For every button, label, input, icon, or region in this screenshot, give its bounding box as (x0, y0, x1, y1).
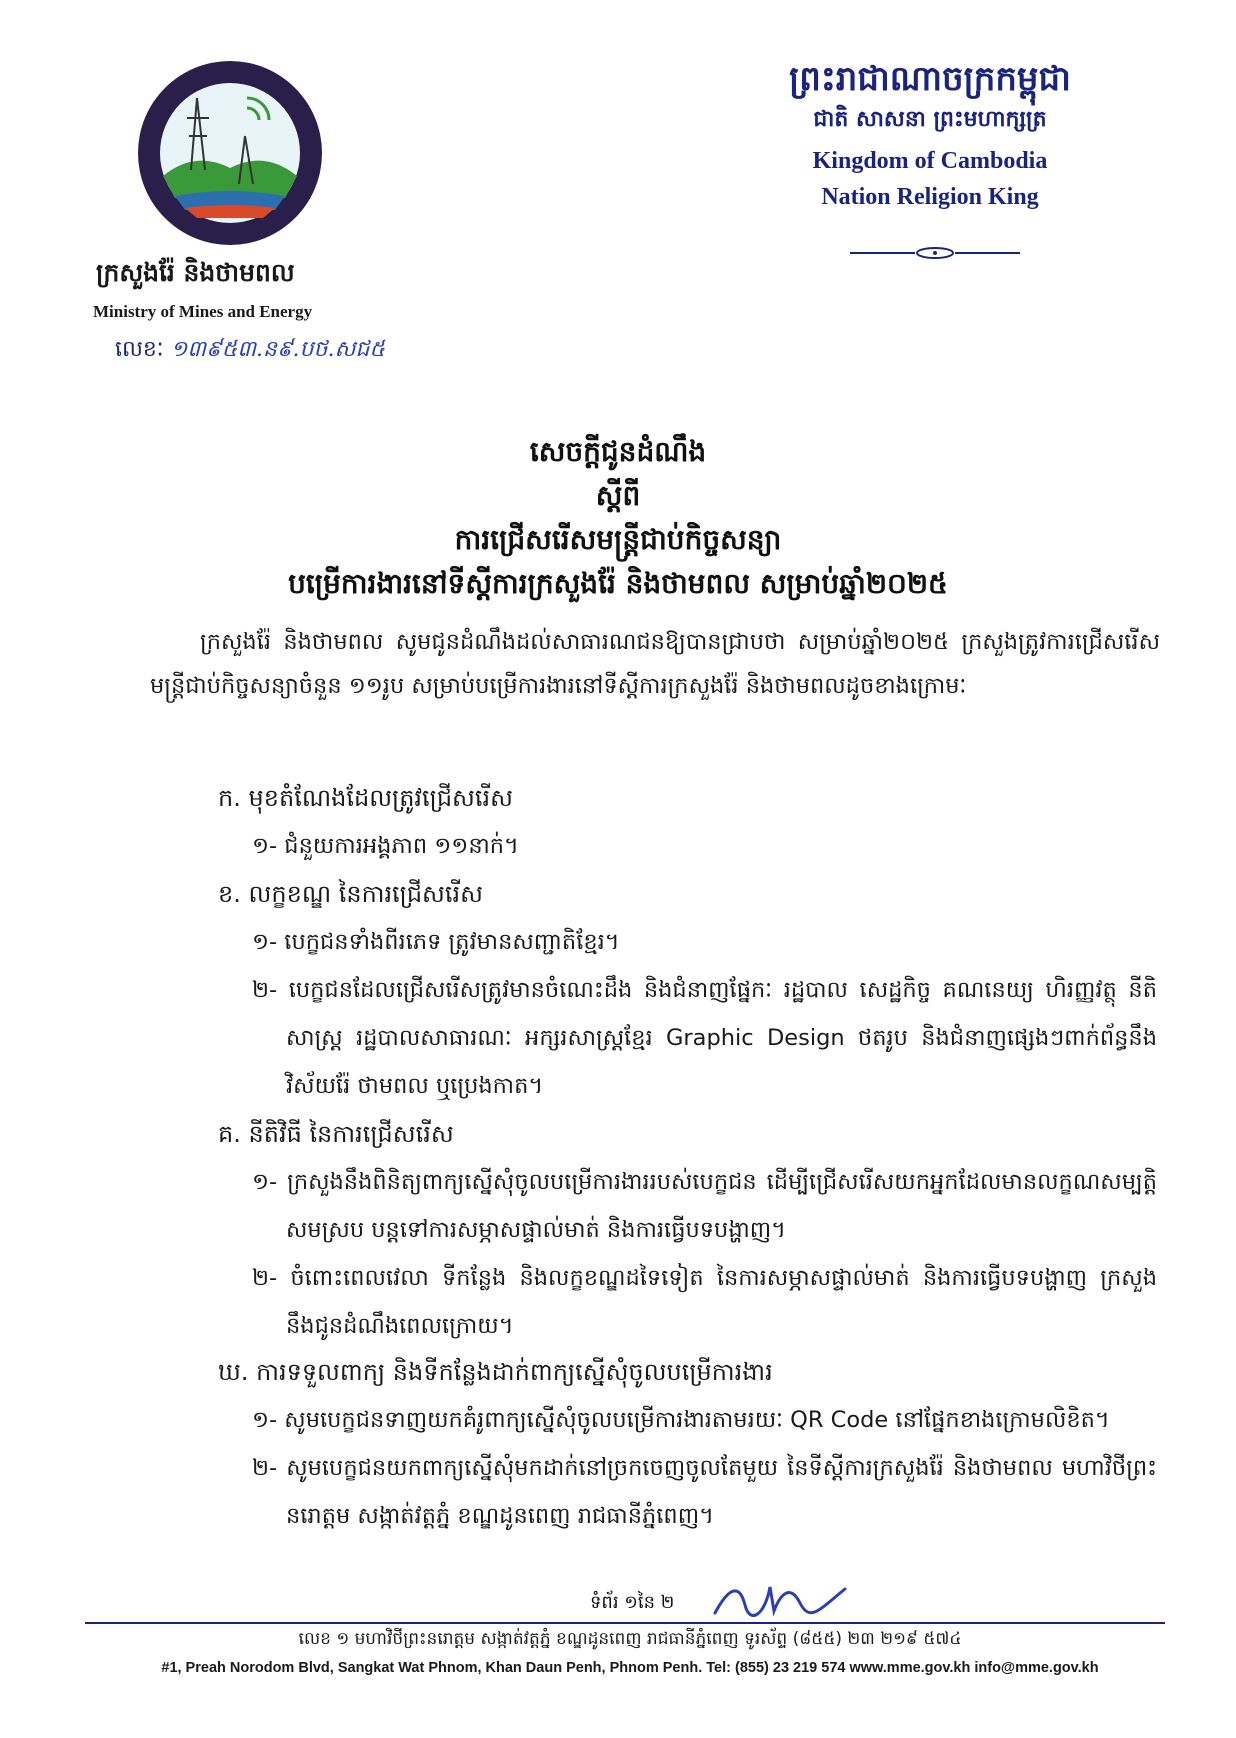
reference-value: ១៣៩៥៣.ន៩.បថ.សជ៥ (170, 337, 385, 362)
section-b-heading: ខ. លក្ខខណ្ឌ នៃការជ្រើសរើស (218, 880, 483, 908)
signature (710, 1575, 850, 1623)
section-b-item-1: ១- បេក្ខជនទាំងពីរភេទ ត្រូវមានសញ្ជាតិខ្មែរ។ (252, 929, 620, 955)
section-b-item-2: ២- បេក្ខជនដែលជ្រើសរើសត្រូវមានចំណេះដឹង និងជំនាញផ្នែកៈ រដ្ឋបាល សេដ្ឋកិច្ច គណនេយ្យ ហិរញ្ញវត្ថុ នីតិសាស្ត្រ រដ្ឋបាលសាធារណៈ អក្សរសាស្ត្រខ្មែរ Graphic Design ថតរូប និងជំនាញផ្សេងៗពាក់ព័ន្ធនឹងវិស័យរ៉ែ ថាមពល ឬប្រេងកាត។ (252, 977, 1157, 1099)
section-a-item-1: ១- ជំនួយការអង្គភាព ១១នាក់។ (252, 833, 519, 859)
section-d-item-2: ២- សូមបេក្ខជនយកពាក្យស្នើសុំមកដាក់នៅច្រកចេញចូលតែមួយ នៃទីស្តីការក្រសួងរ៉ែ និងថាមពល មហាវិថីព្រះនរោត្តម សង្កាត់វត្តភ្នំ ខណ្ឌដូនពេញ រាជធានីភ្នំពេញ។ (252, 1455, 1157, 1529)
kingdom-kh: ព្រះរាជាណាចក្រកម្ពុជា (789, 59, 1071, 99)
title-line-2: ស្តីពី (595, 479, 641, 512)
section-d-heading: ឃ. ការទទួលពាក្យ និងទីកន្លែងដាក់ពាក្យស្នើសុំចូលបម្រើការងារ (218, 1358, 773, 1386)
motto-kh: ជាតិ សាសនា ព្រះមហាក្សត្រ (813, 107, 1047, 132)
reference-number (115, 335, 385, 367)
ministry-name-en: Ministry of Mines and Energy (93, 302, 313, 321)
notice-title (150, 430, 1086, 606)
section-c-heading: គ. នីតិវិធី នៃការជ្រើសរើស (218, 1120, 454, 1148)
page-number: ទំព័រ ១នៃ ២ (590, 1592, 675, 1613)
kingdom-header (700, 56, 1160, 214)
footer-divider (85, 1622, 1165, 1624)
title-line-4: បម្រើការងារនៅទីស្តីការក្រសួងរ៉ែ និងថាមពល សម្រាប់ឆ្នាំ២០២៥ (288, 567, 948, 600)
motto-en: Nation Religion King (821, 184, 1039, 210)
title-line-3: ការជ្រើសរើសមន្ត្រីជាប់កិច្ចសន្យា (454, 523, 782, 556)
kingdom-en: Kingdom of Cambodia (812, 148, 1048, 174)
intro-paragraph: ក្រសួងរ៉ែ និងថាមពល សូមជូនដំណឹងដល់សាធារណជនឱ្យបានជ្រាបថា សម្រាប់ឆ្នាំ២០២៥ ក្រសួងត្រូវការជ្រើសរើសមន្ត្រីជាប់កិច្ចសន្យាចំនួន ១១រូប សម្រាប់បម្រើការងារនៅទីស្តីការក្រសួងរ៉ែ និងថាមពលដូចខាងក្រោមៈ (150, 629, 1160, 699)
section-a-heading: ក. មុខតំណែងដែលត្រូវជ្រើសរើស (218, 784, 513, 812)
footer-address-en: #1, Preah Norodom Blvd, Sangkat Wat Phnom, Khan Daun Penh, Phnom Penh. Tel: (855) 23 219 574 www.mme.gov.kh info@mme.gov.kh (161, 1660, 1099, 1676)
ministry-name-kh: ក្រសួងរ៉ែ និងថាមពល (96, 258, 295, 287)
section-d-item-1: ១- សូមបេក្ខជនទាញយកគំរូពាក្យស្នើសុំចូលបម្រើការងារតាមរយៈ QR Code នៅផ្នែកខាងក្រោមលិខិត។ (252, 1407, 1110, 1433)
ornament-divider (850, 245, 1020, 259)
footer-address-kh: លេខ ១ មហាវិថីព្រះនរោត្តម សង្កាត់វត្តភ្នំ ខណ្ឌដូនពេញ រាជធានីភ្នំពេញ ទូរស័ព្ទ (៨៥៥) ២៣ ២១៩ ៥៧៤ (298, 1629, 962, 1649)
ministry-logo (135, 58, 325, 248)
section-c-item-2: ២- ចំពោះពេលវេលា ទីកន្លែង និងលក្ខខណ្ឌដទៃទៀត នៃការសម្ភាសផ្ទាល់មាត់ និងការធ្វើបទបង្ហាញ ក្រសួងនឹងជូនដំណឹងពេលក្រោយ។ (252, 1265, 1157, 1339)
reference-label: លេខៈ (115, 337, 164, 362)
title-line-1: សេចក្តីជូនដំណឹង (529, 435, 707, 468)
section-c-item-1: ១- ក្រសួងនឹងពិនិត្យពាក្យស្នើសុំចូលបម្រើការងាររបស់បេក្ខជន ដើម្បីជ្រើសរើសយកអ្នកដែលមានលក្ខណសម្បត្តិសមស្រប បន្តទៅការសម្ភាសផ្ទាល់មាត់ និងការធ្វើបទបង្ហាញ។ (252, 1169, 1157, 1243)
